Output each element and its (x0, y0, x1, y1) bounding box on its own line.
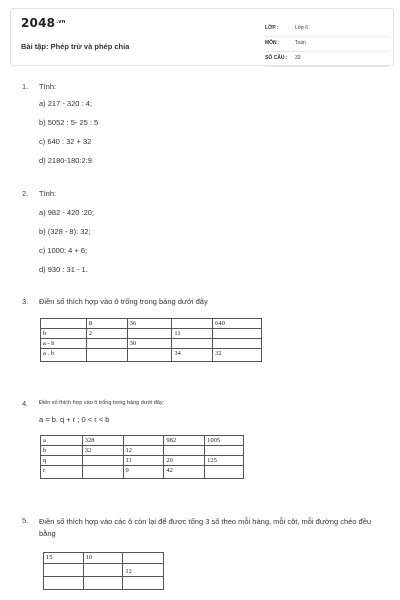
meta-row-count (265, 52, 389, 67)
table-cell: 36 (127, 319, 172, 329)
meta-value: Toán (295, 40, 306, 46)
table-cell (123, 436, 164, 446)
table-cell: 11 (123, 456, 164, 466)
logo-text: 2048 (21, 16, 56, 30)
table-cell: 10 (83, 553, 123, 564)
table-row (41, 446, 244, 456)
table-cell (213, 339, 262, 349)
table-cell (127, 349, 172, 362)
question-item: b) 5052 : 5- 25 : 5 (39, 118, 99, 127)
meta-value: Lớp 6 (295, 25, 309, 31)
table-cell: 982 (164, 436, 205, 446)
table-cell: a . b (41, 349, 87, 362)
table-cell: b (41, 446, 83, 456)
table-cell (44, 564, 84, 577)
meta-label: SỐ CÂU : (265, 55, 288, 61)
table-row (41, 466, 244, 479)
formula: a = b. q + r ; 0 < r < b (39, 415, 110, 424)
logo-suffix: .vn (56, 19, 66, 25)
table-cell (82, 456, 123, 466)
meta-info (265, 22, 389, 67)
meta-value: 33 (295, 55, 301, 61)
question-title: Điền số thích hợp vào ô trống trong bảng dưới đây (39, 297, 208, 306)
meta-row-class (265, 22, 389, 37)
worksheet-header (10, 8, 394, 66)
table-cell: 125 (205, 456, 244, 466)
table-cell (172, 319, 213, 329)
question-item: d) 2180-180:2:9. (39, 156, 95, 165)
table-cell: a (41, 436, 83, 446)
meta-label: LỚP : (265, 25, 279, 31)
table-cell: 328 (82, 436, 123, 446)
table-cell: 9 (123, 466, 164, 479)
table-cell (83, 564, 123, 577)
meta-label: MÔN : (265, 40, 280, 46)
table-cell (127, 329, 172, 339)
page-title: Bài tập: Phép trừ và phép chia (21, 42, 130, 51)
table-row (41, 329, 262, 339)
table-row (41, 319, 262, 329)
table-cell: 12 (123, 564, 164, 577)
question-title: Điền số thích hợp vào các ô còn lại để được tổng 3 số theo mỗi hàng, mỗi cột, mỗi đường chéo đều bằng (39, 517, 372, 538)
table-row (44, 577, 164, 590)
question-item: d) 930 : 31 - 1. (39, 265, 88, 274)
table-cell: 15 (44, 553, 84, 564)
table-cell (172, 339, 213, 349)
question-number: 4. (22, 399, 29, 408)
table-cell (86, 339, 127, 349)
table-row (41, 456, 244, 466)
table-cell: q (41, 456, 83, 466)
question-number: 3. (22, 297, 29, 306)
table-cell: 42 (164, 466, 205, 479)
table-cell: a - b (41, 339, 87, 349)
meta-row-subject (265, 37, 389, 52)
table-cell (44, 577, 84, 590)
q4-table (40, 435, 244, 479)
table-cell: r (41, 466, 83, 479)
table-cell (164, 446, 205, 456)
table-cell: 11 (172, 329, 213, 339)
table-row (41, 436, 244, 446)
table-cell: 2 (86, 329, 127, 339)
table-cell: 1005 (205, 436, 244, 446)
table-cell: 32 (82, 446, 123, 456)
table-cell (123, 577, 164, 590)
table-cell: 20 (164, 456, 205, 466)
table-cell: 32 (213, 349, 262, 362)
table-cell (123, 553, 164, 564)
table-cell (82, 466, 123, 479)
question-title: Tính: (39, 82, 57, 91)
table-cell: 8 (86, 319, 127, 329)
table-cell: 12 (123, 446, 164, 456)
table-row (44, 564, 164, 577)
q5-table (43, 552, 164, 590)
table-cell: 34 (172, 349, 213, 362)
question-title: Điền số thích hợp vào ô trống trong bảng dưới đây: (39, 400, 165, 406)
table-cell (41, 319, 87, 329)
question-title: Tính: (39, 189, 57, 198)
question-item: b) (328 - 8): 32; (39, 227, 91, 236)
table-row (41, 339, 262, 349)
table-cell: 640 (213, 319, 262, 329)
question-item: c) 1000: 4 + 6; (39, 246, 88, 255)
table-cell (205, 466, 244, 479)
q3-table (40, 318, 262, 362)
table-cell (83, 577, 123, 590)
question-item: c) 640 : 32 + 32 (39, 137, 92, 146)
table-cell (86, 349, 127, 362)
site-logo[interactable] (21, 16, 66, 30)
table-row (41, 349, 262, 362)
question-number: 2. (22, 189, 29, 198)
table-cell (205, 446, 244, 456)
table-row (44, 553, 164, 564)
question-item: a) 982 - 420 :20; (39, 208, 95, 217)
table-cell: 30 (127, 339, 172, 349)
question-number: 5. (22, 516, 29, 525)
table-cell: b (41, 329, 87, 339)
question-item: a) 217 - 320 : 4; (39, 99, 92, 108)
question-number: 1. (22, 82, 29, 91)
table-cell (213, 329, 262, 339)
